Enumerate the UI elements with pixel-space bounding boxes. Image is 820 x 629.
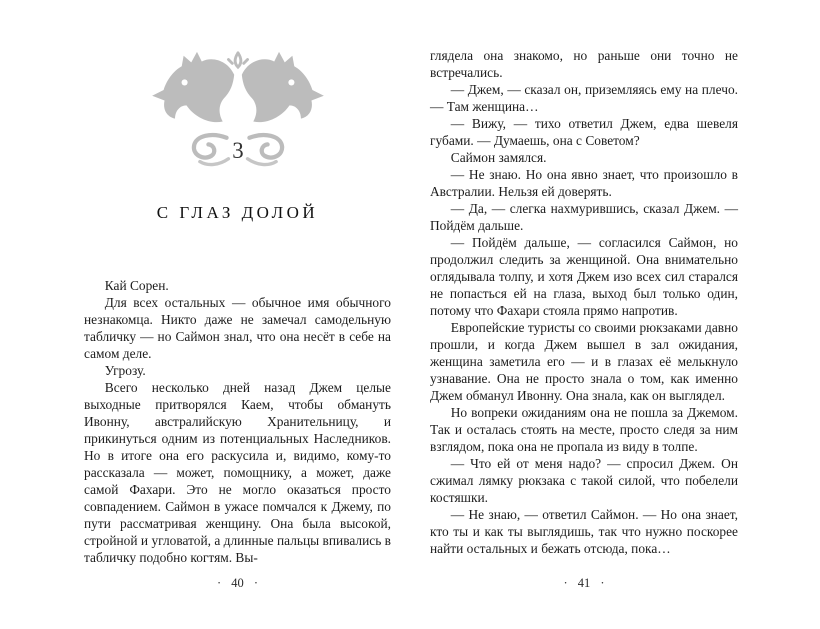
- crest-icon: [228, 53, 247, 67]
- paragraph: Европейские туристы со своими рюкзаками давно прошли, и когда Джем вышел в зал ожидания, женщина заметила его — и в глазах её мелькнуло узнавание. Она не просто знала о том, как именно Джем обманул Ивонну. Она знала, как он выглядел.: [430, 320, 738, 403]
- right-page: [430, 0, 738, 629]
- right-page-number: · 41 ·: [563, 576, 605, 590]
- paragraph: — Джем, — сказал он, приземляясь ему на плечо. — Там женщина…: [430, 82, 738, 114]
- paragraph: — Да, — слегка нахмурившись, сказал Джем. — Пойдём дальше.: [430, 201, 738, 233]
- paragraph: Всего несколько дней назад Джем целые выходные притворялся Каем, чтобы обмануть Ивонну, австралийскую Хранительницу, и прикинуться одним из потенциальных Наследников. Но в итоге она его раскусила и, видимо, кому-то рассказала — может, помощнику, а может, даже самой Фахари. Это не могло оказаться просто совпадением. Саймон в ужасе помчался к Джему, по пути рассматривая женщину. Она была высокой, стройной и угловатой, а длинные пальцы впивались в табличку подобно когтям. Вы-: [84, 380, 391, 565]
- paragraph: Но вопреки ожиданиям она не пошла за Джемом. Так и осталась стоять на месте, просто следя за ним взглядом, пока она не пропала из виду в толпе.: [430, 405, 738, 454]
- left-page-number: · 40 ·: [216, 576, 259, 590]
- chapter-number: 3: [231, 137, 244, 163]
- paragraph: — Не знаю, — ответил Саймон. — Но она знает, кто ты и как ты выглядишь, так что нужно поскорее найти остальных и бежать отсюда, пока…: [430, 507, 738, 556]
- beast-head-left-icon: [152, 52, 234, 165]
- right-page-body: [430, 47, 738, 557]
- chapter-ornament: [84, 50, 391, 179]
- paragraph: — Что ей от меня надо? — спросил Джем. Он сжимал лямку рюкзака с такой силой, что побелели костяшки.: [430, 456, 738, 505]
- paragraph: — Вижу, — тихо ответил Джем, едва шевеля губами. — Думаешь, она с Советом?: [430, 116, 738, 148]
- paragraph: Угрозу.: [104, 363, 146, 378]
- beast-head-right-icon: [241, 52, 323, 165]
- paragraph: Кай Сорен.: [104, 278, 169, 293]
- paragraph: глядела она знакомо, но раньше они точно не встречались.: [430, 48, 738, 80]
- left-page: [84, 0, 391, 629]
- left-page-body: [84, 277, 391, 566]
- two-headed-beast-emblem-icon: [152, 50, 324, 174]
- paragraph: Для всех остальных — обычное имя обычного незнакомца. Никто даже не замечал самодельную табличку — но Саймон знал, что она несёт в себе на самом деле.: [84, 295, 391, 361]
- paragraph: — Пойдём дальше, — согласился Саймон, но продолжил следить за женщиной. Она внимательно оглядывала толпу, и хотя Джем изо всех сил старался не попасться ей на глаза, выход был только один, потому что Фахари стояла прямо напротив.: [430, 235, 738, 318]
- paragraph: — Не знаю. Но она явно знает, что произошло в Австралии. Нельзя ей доверять.: [430, 167, 738, 199]
- chapter-title: С ГЛАЗ ДОЛОЙ: [156, 203, 319, 222]
- paragraph: Саймон замялся.: [450, 150, 547, 165]
